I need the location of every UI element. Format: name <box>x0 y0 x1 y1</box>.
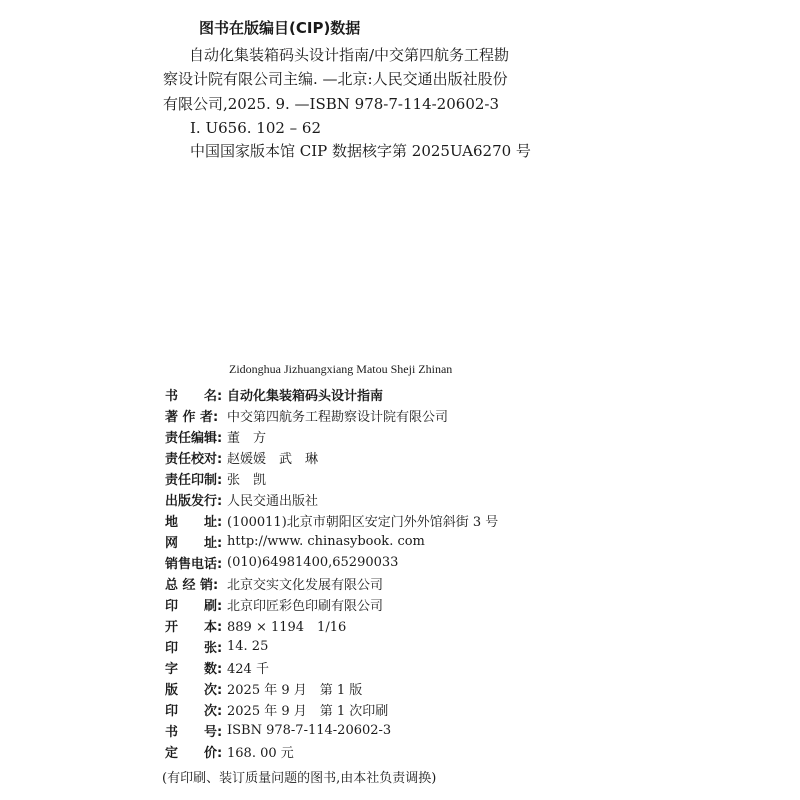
info-value: 北京交实文化发展有限公司 <box>227 578 384 593</box>
info-row-author <box>165 405 448 426</box>
info-label: 责任校对: <box>165 452 223 467</box>
info-row-price <box>165 741 294 762</box>
info-value: 168. 00 元 <box>227 746 294 761</box>
info-row-word-count <box>165 657 269 678</box>
info-value: ISBN 978-7-114-20602-3 <box>227 723 392 738</box>
info-label: 书 号: <box>165 725 223 740</box>
info-row-editor <box>165 426 266 447</box>
info-label: 印 次: <box>165 704 223 719</box>
pinyin-title: Zidonghua Jizhuangxiang Matou Sheji Zhinan <box>229 362 453 376</box>
info-row-distributor <box>165 573 383 594</box>
info-value: 赵媛媛 武 琳 <box>227 452 319 467</box>
info-row-printing <box>165 699 388 720</box>
info-label: 字 数: <box>165 662 223 677</box>
cip-line-1: 自动化集装箱码头设计指南/中交第四航务工程勘 <box>189 46 510 64</box>
info-value: (010)64981400,65290033 <box>227 555 399 570</box>
info-value: 889 × 1194 1/16 <box>227 620 347 635</box>
info-row-sales-phone <box>165 552 398 573</box>
info-label: 地 址: <box>165 515 223 530</box>
info-value: 中交第四航务工程勘察设计院有限公司 <box>227 410 449 425</box>
info-label: 书 名: <box>165 389 223 404</box>
info-value: 自动化集装箱码头设计指南 <box>227 389 384 404</box>
info-value: 北京印匠彩色印刷有限公司 <box>227 599 384 614</box>
info-row-printer <box>165 594 383 615</box>
info-row-edition <box>165 678 362 699</box>
info-row-publisher <box>165 489 318 510</box>
info-label: 网 址: <box>165 536 223 551</box>
info-label: 定 价: <box>165 746 223 761</box>
info-label: 版 次: <box>165 683 223 698</box>
info-value: 2025 年 9 月 第 1 次印刷 <box>227 704 389 719</box>
info-label: 销售电话: <box>165 557 223 572</box>
info-row-proofreader <box>165 447 318 468</box>
cip-line-5: 中国国家版本馆 CIP 数据核字第 2025UA6270 号 <box>190 142 531 160</box>
quality-footnote: (有印刷、装订质量问题的图书,由本社负责调换) <box>162 771 437 786</box>
info-value: 424 千 <box>227 662 269 677</box>
info-row-website <box>165 531 425 552</box>
info-label: 出版发行: <box>165 494 223 509</box>
info-value: 董 方 <box>227 431 267 446</box>
info-row-isbn <box>165 720 391 741</box>
info-value: 人民交通出版社 <box>227 494 319 509</box>
info-value: 2025 年 9 月 第 1 版 <box>227 683 363 698</box>
info-label: 责任编辑: <box>165 431 223 446</box>
info-value: 张 凯 <box>227 473 267 488</box>
info-label: 开 本: <box>165 620 223 635</box>
cip-heading: 图书在版编目(CIP)数据 <box>199 19 361 37</box>
cip-line-4: Ⅰ. U656. 102 – 62 <box>190 119 322 137</box>
info-value: http://www. chinasybook. com <box>227 534 425 549</box>
info-label: 总 经 销: <box>165 578 219 593</box>
info-row-title <box>165 384 383 405</box>
info-row-address <box>165 510 498 531</box>
cip-line-3: 有限公司,2025. 9. —ISBN 978-7-114-20602-3 <box>163 95 500 113</box>
cip-line-2: 察设计院有限公司主编. —北京:人民交通出版社股份 <box>163 70 508 88</box>
info-label: 印 张: <box>165 641 223 656</box>
info-row-sheets <box>165 636 268 657</box>
info-row-print-supervisor <box>165 468 266 489</box>
info-row-format <box>165 615 346 636</box>
info-label: 责任印制: <box>165 473 223 488</box>
info-value: 14. 25 <box>227 639 269 654</box>
info-label: 印 刷: <box>165 599 223 614</box>
info-label: 著 作 者: <box>165 410 219 425</box>
info-value: (100011)北京市朝阳区安定门外外馆斜街 3 号 <box>227 515 499 530</box>
